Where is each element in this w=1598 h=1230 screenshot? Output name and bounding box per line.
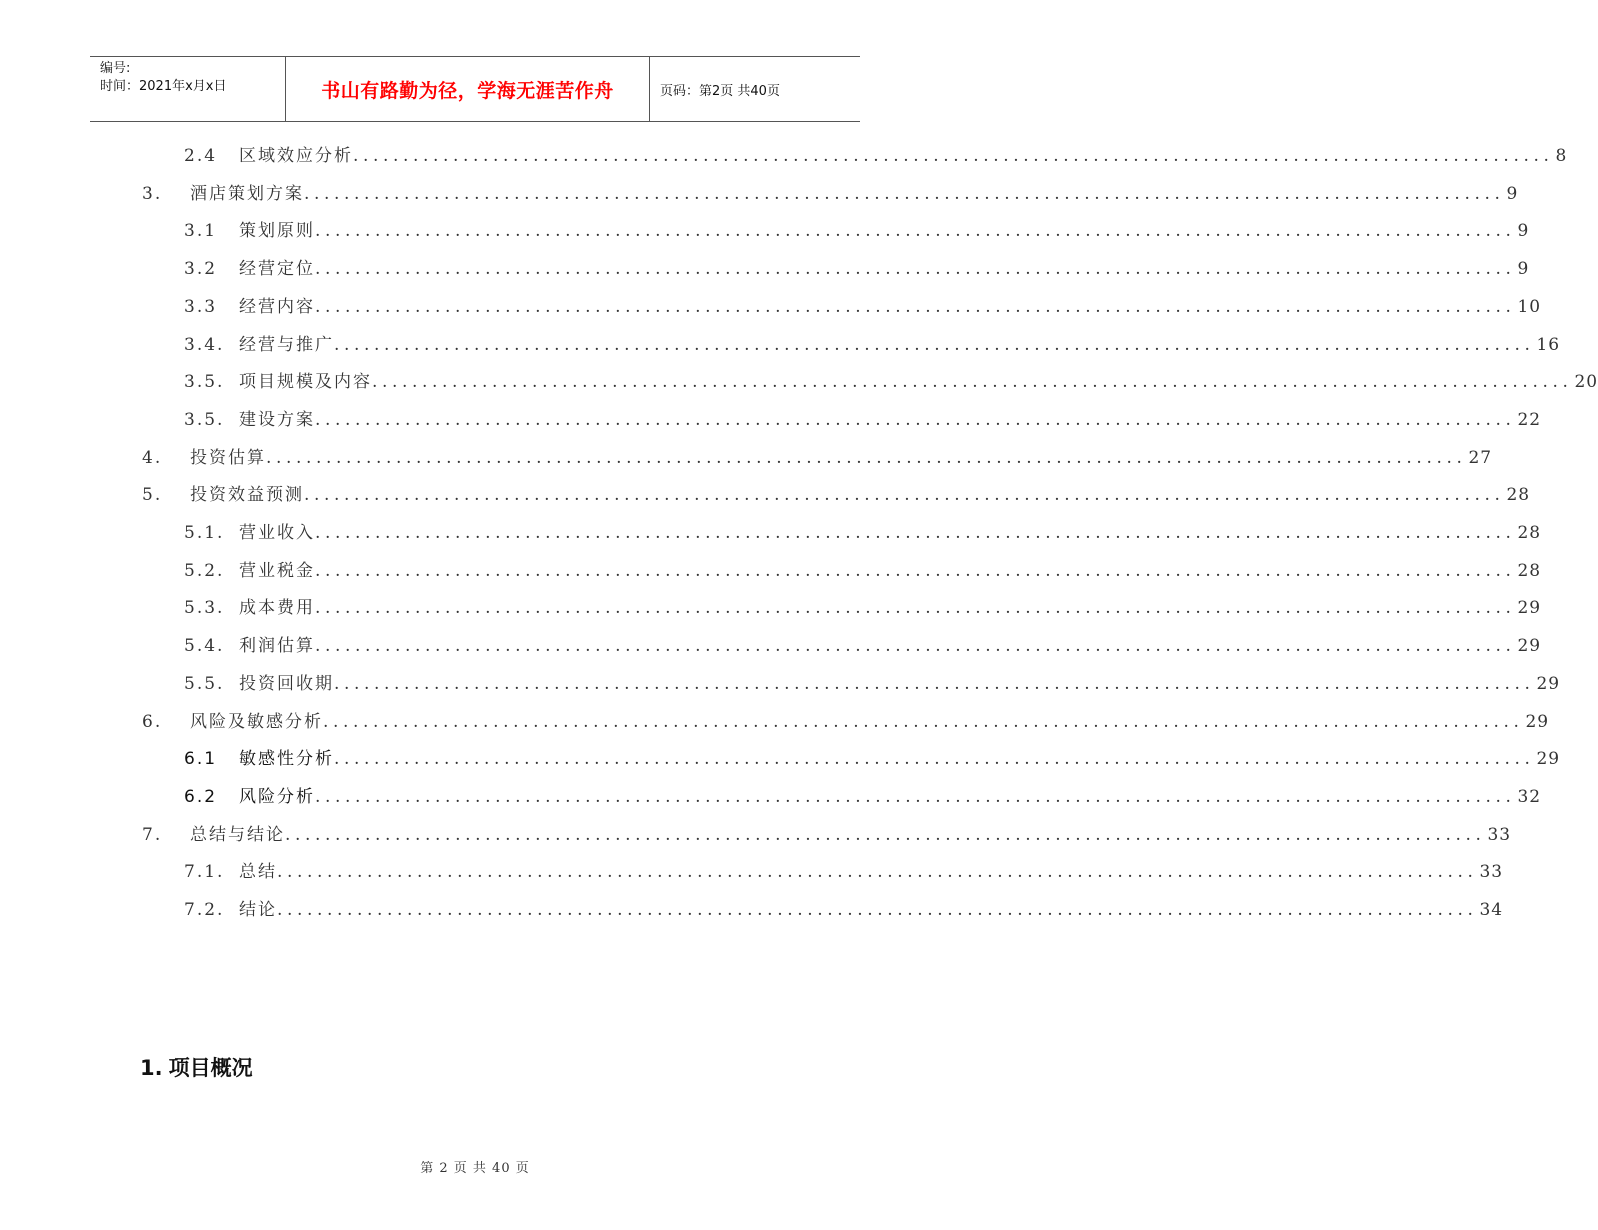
page-footer: 第 2 页 共 40 页 <box>420 1161 530 1176</box>
toc-item[interactable] <box>0 897 1504 923</box>
toc-item-page: 10 <box>1517 296 1542 317</box>
toc-item-label: 营业税金 <box>239 560 315 581</box>
toc-item[interactable] <box>0 256 1530 282</box>
toc-item-label: 投资估算 <box>190 447 266 468</box>
toc-item-label: 成本费用 <box>239 598 315 619</box>
toc-item[interactable] <box>0 633 1542 659</box>
toc-item[interactable] <box>0 595 1542 621</box>
toc-item[interactable] <box>0 671 1561 697</box>
toc-item-label: 结论 <box>239 900 277 920</box>
toc-leader-dots: ........................................................................................................................ <box>315 523 1516 543</box>
section-heading <box>140 1052 253 1082</box>
toc-item-label: 投资回收期 <box>239 673 334 694</box>
toc-leader-dots: ........................................................................................................................ <box>334 673 1535 694</box>
section-title: 项目概况 <box>168 1056 253 1080</box>
toc-item-page: 8 <box>1555 146 1568 166</box>
toc-item[interactable] <box>0 407 1542 433</box>
toc-leader-dots: ........................................................................................................................ <box>323 711 1524 732</box>
toc-item-label: 建设方案 <box>239 409 315 430</box>
toc-item-page: 20 <box>1574 372 1598 393</box>
section-number: 1. <box>140 1056 163 1080</box>
toc-leader-dots: ........................................................................................................................ <box>315 786 1516 807</box>
toc-item-page: 9 <box>1517 259 1530 280</box>
toc-item-page: 28 <box>1506 485 1531 506</box>
toc-item-number: 5.5. <box>184 673 225 694</box>
toc-leader-dots: ........................................................................................................................ <box>315 409 1516 430</box>
toc-leader-dots: ........................................................................................................................ <box>334 749 1535 770</box>
toc-leader-dots: ........................................................................................................................ <box>315 598 1516 619</box>
toc-item-number: 6.1 <box>184 749 218 770</box>
toc-leader-dots: ........................................................................................................................ <box>334 334 1535 355</box>
toc-item[interactable] <box>0 181 1519 207</box>
toc-item-page: 27 <box>1468 447 1493 468</box>
toc-item-label: 策划原则 <box>239 221 315 242</box>
toc-item[interactable] <box>0 784 1542 810</box>
toc-item-label: 营业收入 <box>239 523 315 543</box>
toc-item-page: 28 <box>1517 560 1542 581</box>
toc-item[interactable] <box>0 822 1512 848</box>
toc-item-page: 29 <box>1536 749 1561 770</box>
toc-item[interactable] <box>0 482 1531 508</box>
toc-leader-dots: ........................................................................................................................ <box>372 372 1573 393</box>
toc-leader-dots: ........................................................................................................................ <box>266 447 1467 468</box>
toc-item-number: 5.3. <box>184 598 225 619</box>
toc-item[interactable] <box>0 859 1504 885</box>
toc-item-page: 9 <box>1517 221 1530 242</box>
toc-item-number: 3.3 <box>184 296 218 317</box>
toc-item[interactable] <box>0 520 1542 546</box>
toc-item[interactable] <box>0 709 1550 735</box>
toc-item-label: 风险及敏感分析 <box>190 711 323 732</box>
toc-leader-dots: ........................................................................................................................ <box>315 296 1516 317</box>
toc-item-number: 3.2 <box>184 259 218 280</box>
toc-leader-dots: ........................................................................................................................ <box>315 221 1516 242</box>
toc-item-label: 经营内容 <box>239 296 315 317</box>
toc-leader-dots: ........................................................................................................................ <box>315 259 1516 280</box>
toc-item-page: 29 <box>1517 598 1542 619</box>
toc-item-number: 2.4 <box>184 146 218 166</box>
document-time: 时间：2021年x月x日 <box>100 79 227 94</box>
toc-item-label: 利润估算 <box>239 636 315 657</box>
toc-item-page: 29 <box>1525 711 1550 732</box>
toc-leader-dots: ........................................................................................................................ <box>304 485 1505 506</box>
header-motto: 书山有路勤为径，学海无涯苦作舟 <box>286 57 650 121</box>
document-number-label: 编号: <box>100 61 131 76</box>
toc-item-number: 7. <box>142 824 163 845</box>
toc-item[interactable] <box>0 218 1530 244</box>
toc-item-page: 29 <box>1517 636 1542 657</box>
toc-item-number: 7.2. <box>184 900 225 920</box>
toc-leader-dots: ........................................................................................................................ <box>353 146 1554 166</box>
toc-leader-dots: ........................................................................................................................ <box>315 636 1516 657</box>
toc-item-label: 总结 <box>239 862 277 883</box>
toc-item-page: 34 <box>1479 900 1504 920</box>
toc-leader-dots: ........................................................................................................................ <box>285 824 1486 845</box>
toc-item-number: 6.2 <box>184 786 218 807</box>
header-page-info: 页码：第2页 共40页 <box>660 83 780 99</box>
toc-item-page: 33 <box>1487 824 1512 845</box>
toc-item[interactable] <box>0 332 1561 358</box>
toc-item-label: 敏感性分析 <box>239 749 334 770</box>
toc-item-page: 16 <box>1536 334 1561 355</box>
toc-item-number: 6. <box>142 711 163 732</box>
toc-item-number: 3.5. <box>184 372 225 393</box>
toc-item[interactable] <box>0 294 1542 320</box>
toc-leader-dots: ........................................................................................................................ <box>277 862 1478 883</box>
toc-item-page: 32 <box>1517 786 1542 807</box>
toc-item-number: 5. <box>142 485 163 506</box>
toc-item-label: 项目规模及内容 <box>239 372 372 393</box>
toc-item[interactable] <box>0 558 1542 584</box>
toc-item-page: 29 <box>1536 673 1561 694</box>
toc-item-label: 总结与结论 <box>190 824 285 845</box>
toc-item-number: 4. <box>142 447 163 468</box>
toc-item-number: 7.1. <box>184 862 225 883</box>
toc-leader-dots: ........................................................................................................................ <box>304 183 1505 204</box>
toc-item[interactable] <box>0 143 1568 169</box>
toc-item-label: 酒店策划方案 <box>190 183 304 204</box>
toc-item-number: 3.5. <box>184 409 225 430</box>
toc-item-number: 3. <box>142 183 163 204</box>
toc-item[interactable] <box>0 369 1598 395</box>
toc-item-label: 风险分析 <box>239 786 315 807</box>
toc-leader-dots: ........................................................................................................................ <box>315 560 1516 581</box>
toc-item-number: 5.4. <box>184 636 225 657</box>
toc-item-page: 9 <box>1506 183 1519 204</box>
toc-item-label: 经营与推广 <box>239 334 334 355</box>
toc-item-page: 28 <box>1517 523 1542 543</box>
toc-item[interactable] <box>0 746 1561 772</box>
toc-item[interactable] <box>0 445 1493 471</box>
toc-item-label: 经营定位 <box>239 259 315 280</box>
toc-item-label: 区域效应分析 <box>239 146 353 166</box>
toc-item-number: 5.1. <box>184 523 225 543</box>
toc-item-label: 投资效益预测 <box>190 485 304 506</box>
toc-item-page: 33 <box>1479 862 1504 883</box>
toc-item-number: 5.2. <box>184 560 225 581</box>
toc-item-number: 3.1 <box>184 221 218 242</box>
toc-item-number: 3.4. <box>184 334 225 355</box>
toc-item-page: 22 <box>1517 409 1542 430</box>
toc-leader-dots: ........................................................................................................................ <box>277 900 1478 920</box>
